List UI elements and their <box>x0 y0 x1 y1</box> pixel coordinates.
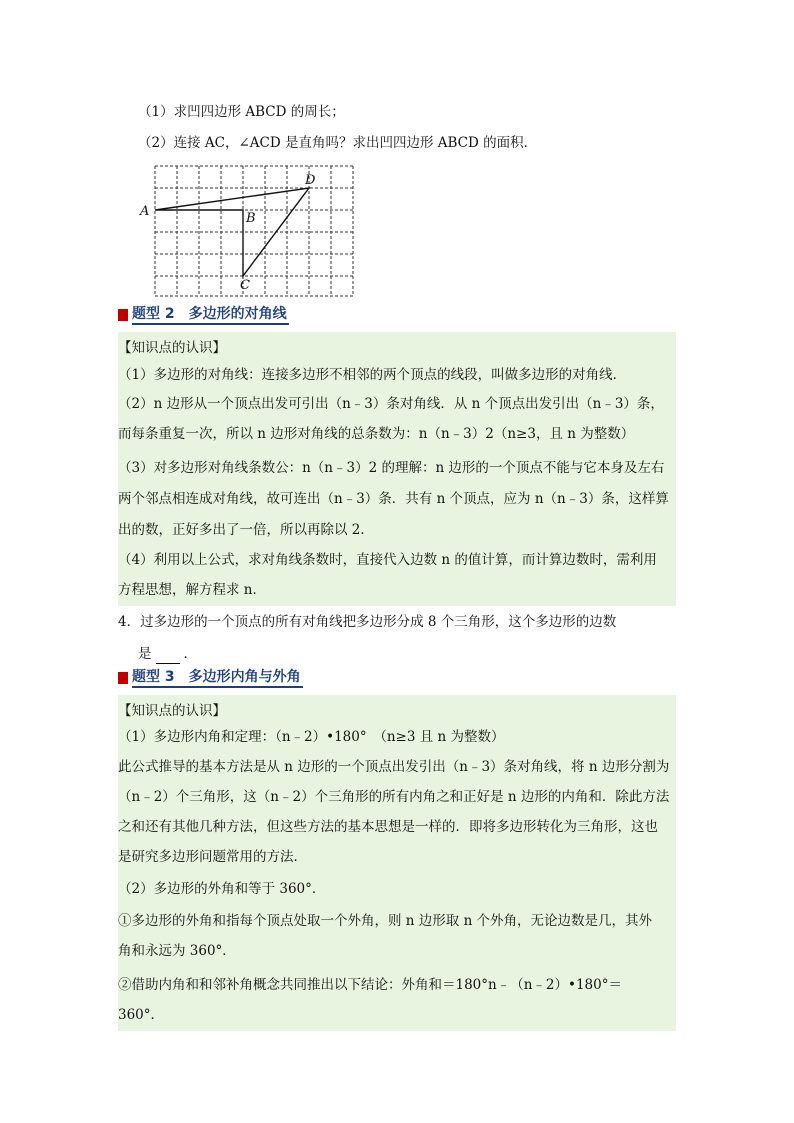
section-2-line: 而每条重复一次，所以 n 边形对角线的总条数为：n（n﹣3）2（n≥3，且 n 为整数） <box>118 426 635 442</box>
problem4-line-1: 4．过多边形的一个顶点的所有对角线把多边形分成 8 个三角形，这个多边形的边数 <box>118 614 617 630</box>
section-2-line: 出的数，正好多出了一倍，所以再除以 2． <box>118 522 374 538</box>
vertex-label-c: C <box>240 278 250 293</box>
red-square-marker <box>118 309 128 321</box>
problem3-question-2: （2）连接 AC，∠ACD 是直角吗？求出凹四边形 ABCD 的面积． <box>138 135 538 151</box>
dashed-grid <box>155 166 353 296</box>
section-3-knowledge-box <box>118 695 676 1031</box>
section-3-line: 【知识点的认识】 <box>118 703 226 719</box>
section-3-heading <box>118 668 303 688</box>
section-2-heading <box>118 305 289 325</box>
vertex-label-b: B <box>246 211 256 226</box>
section-3-line: ①多边形的外角和指每个顶点处取一个外角，则 n 边形取 n 个外角，无论边数是几，其外 <box>118 913 653 929</box>
section-3-line: 此公式推导的基本方法是从 n 边形的一个顶点出发引出（n﹣3）条对角线，将 n 边形分割为 <box>118 759 670 775</box>
section-2-line: （4）利用以上公式，求对角线条数时，直接代入边数 n 的值计算，而计算边数时，需利用 <box>118 552 657 568</box>
section-2-title: 题型 2 多边形的对角线 <box>132 305 289 325</box>
red-square-marker <box>118 672 128 684</box>
section-3-line: （2）多边形的外角和等于 360°． <box>118 881 326 897</box>
vertex-label-d: D <box>305 173 316 188</box>
section-3-line: 360°． <box>118 1007 165 1023</box>
section-3-line: （n﹣2）个三角形，这（n﹣2）个三角形的所有内角之和正好是 n 边形的内角和．除此方法 <box>118 789 670 805</box>
section-3-title: 题型 3 多边形内角与外角 <box>132 668 303 688</box>
problem4-line-2 <box>138 644 197 664</box>
section-2-line: （2）n 边形从一个顶点出发可引出（n﹣3）条对角线．从 n 个顶点出发引出（n﹣3）条， <box>118 396 664 412</box>
section-3-line: 角和永远为 360°． <box>118 943 236 959</box>
section-2-line: 方程思想，解方程求 n． <box>118 582 266 598</box>
section-3-line: （1）多边形内角和定理：（n﹣2）•180° （n≥3 且 n 为整数） <box>118 729 505 745</box>
section-2-line: （3）对多边形对角线条数公：n（n﹣3）2 的理解：n 边形的一个顶点不能与它本身及左右 <box>118 460 665 476</box>
section-3-line: ②借助内角和和邻补角概念共同推出以下结论：外角和＝180°n﹣（n﹣2）•180°＝ <box>118 977 622 993</box>
section-2-line: 【知识点的认识】 <box>118 340 226 356</box>
vertex-label-a: A <box>140 204 150 219</box>
problem3-question-1: （1）求凹四边形 ABCD 的周长； <box>138 104 345 120</box>
section-2-line: （1）多边形的对角线：连接多边形不相邻的两个顶点的线段，叫做多边形的对角线． <box>118 367 627 383</box>
section-3-line: 是研究多边形问题常用的方法． <box>118 849 307 865</box>
section-3-line: 之和还有其他几种方法，但这些方法的基本思想是一样的．即将多边形转化为三角形，这也 <box>118 819 658 835</box>
problem4-prefix: 是 <box>138 646 152 662</box>
section-2-line: 两个邻点相连成对角线，故可连出（n﹣3）条．共有 n 个顶点，应为 n（n﹣3）条，这样算 <box>118 491 669 507</box>
answer-blank[interactable] <box>156 649 180 664</box>
section-2-knowledge-box <box>118 332 676 606</box>
quadrilateral-grid-figure <box>130 160 360 300</box>
problem4-suffix: ． <box>183 646 197 662</box>
